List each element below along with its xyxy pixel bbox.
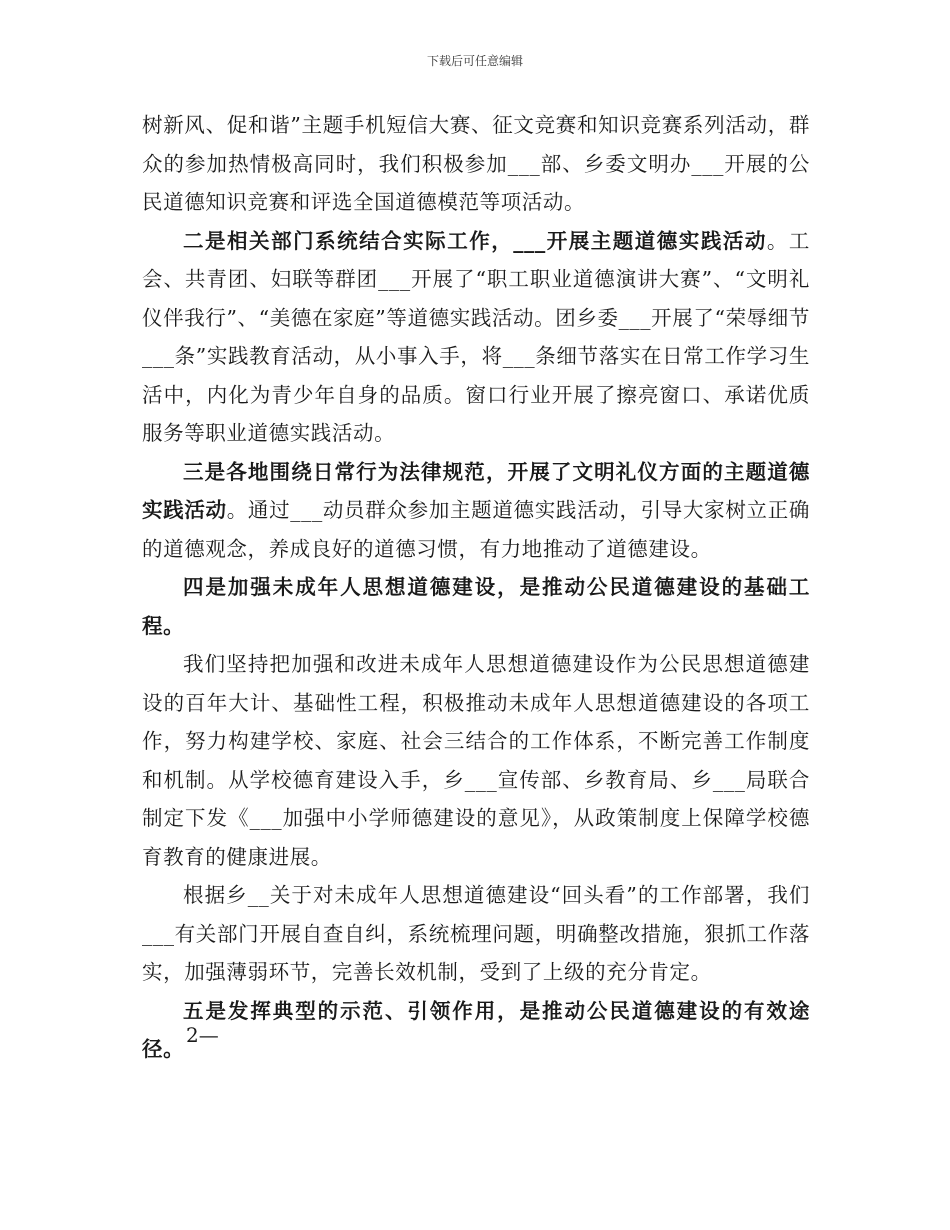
paragraph-7 (142, 992, 810, 1069)
paragraph-3-heading: 三是各地围绕日常行为法律规范，开展了文明礼仪方面的主题道德实践活动 (142, 459, 810, 522)
paragraph-5-text: 我们坚持把加强和改进未成年人思想道德建设作为公民思想道德建设的百年大计、基础性工程，积极推动未成年人思想道德建设的各项工作，努力构建学校、家庭、社会三结合的工作体系，不断完善工作制度和机制。从学校德育建设入手，乡___宣传部、乡教育局、乡___局联合制定下发《___加强中小学师德建设的意见》，从政策制度上保障学校德育教育的健康进展。 (142, 652, 810, 869)
paragraph-3 (142, 453, 810, 569)
paragraph-1 (142, 106, 810, 222)
paragraph-2-text: 。工会、共青团、妇联等群团___开展了“职工职业道德演讲大赛”、“文明礼仪伴我行”、“美德在家庭”等道德实践活动。团乡委___开展了“荣辱细节___条”实践教育活动，从小事入手，将___条细节落实在日常工作学习生活中，内化为青少年自身的品质。窗口行业开展了擦亮窗口、承诺优质服务等职业道德实践活动。 (142, 228, 810, 445)
paragraph-6-text: 根据乡__关于对未成年人思想道德建设“回头看”的工作部署，我们___有关部门开展自查自纠，系统梳理问题，明确整改措施，狠抓工作落实，加强薄弱环节，完善长效机制，受到了上级的充分肯定。 (142, 883, 810, 984)
paragraph-4 (142, 568, 810, 645)
paragraph-3-text: 。通过___动员群众参加主题道德实践活动，引导大家树立正确的道德观念，养成良好的道德习惯，有力地推动了道德建设。 (142, 498, 810, 561)
paragraph-4-heading: 四是加强未成年人思想道德建设，是推动公民道德建设的基础工程。 (142, 575, 810, 638)
paragraph-2 (142, 222, 810, 453)
header-note: 下载后可任意编辑 (426, 54, 523, 68)
paragraph-5 (142, 645, 810, 876)
paragraph-7-heading: 五是发挥典型的示范、引领作用，是推动公民道德建设的有效途径。 (142, 998, 810, 1061)
body-text (142, 106, 810, 1069)
paragraph-2-heading: 二是相关部门系统结合实际工作，___开展主题道德实践活动 (183, 228, 767, 253)
page-number: 2— (186, 1023, 219, 1047)
paragraph-1-text: 树新风、促和谐”主题手机短信大赛、征文竞赛和知识竞赛系列活动，群众的参加热情极高同时，我们积极参加___部、乡委文明办___开展的公民道德知识竞赛和评选全国道德模范等项活动。 (142, 113, 810, 214)
paragraph-6 (142, 876, 810, 992)
